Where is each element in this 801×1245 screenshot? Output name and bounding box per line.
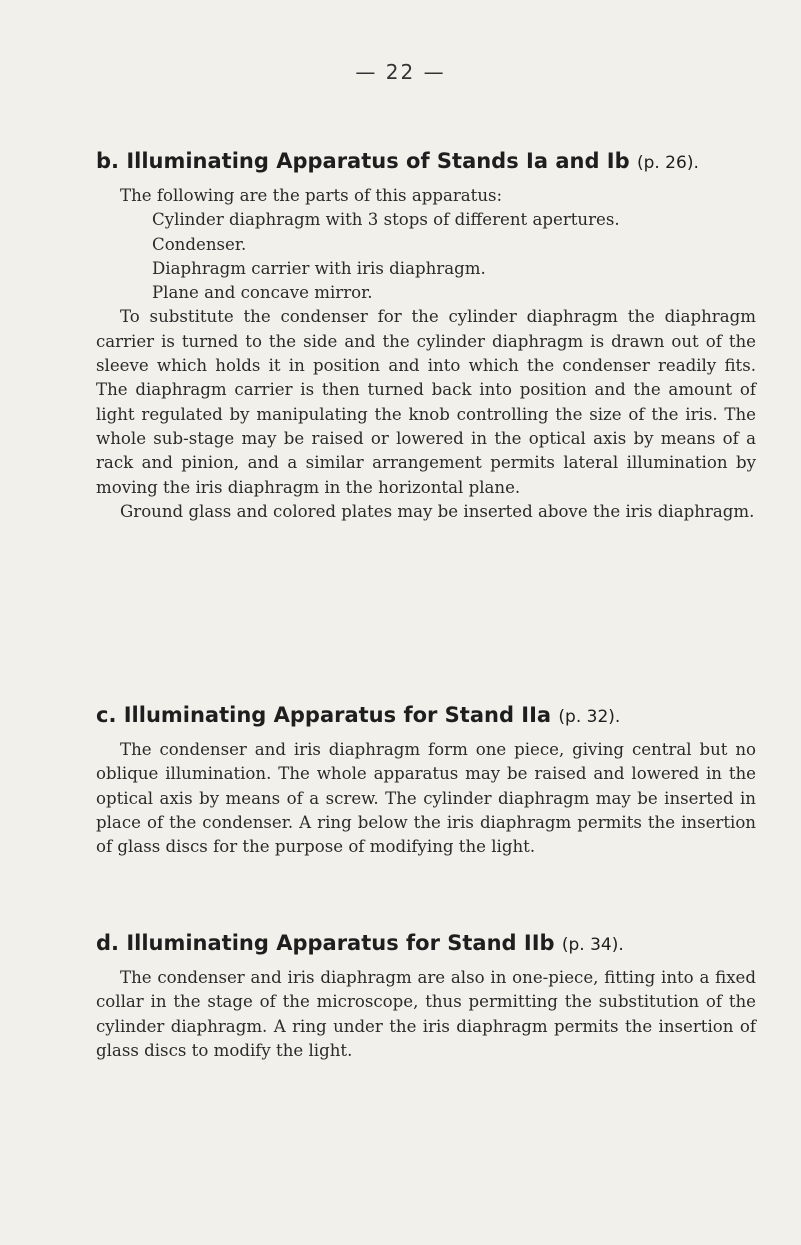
section-b-page-ref: (p. 26). xyxy=(636,153,699,173)
section-b-body xyxy=(96,184,756,524)
section-b-heading xyxy=(96,146,756,178)
section-b-intro: The following are the parts of this apparatus: xyxy=(120,186,503,205)
parts-list xyxy=(96,208,756,305)
section-d xyxy=(96,928,756,1063)
list-item: Cylinder diaphragm with 3 stops of different apertures. xyxy=(152,210,620,230)
section-c-page-ref: (p. 32). xyxy=(558,707,621,727)
paragraph: The condenser and iris diaphragm form one piece, giving central but no oblique illumination. The whole apparatus may be raised and lowered in the optical axis by means of a screw. The cylinder diaphragm may be inserted in place of the condenser. A ring below the iris diaphragm permits the insertion of glass discs for the purpose of modifying the light. xyxy=(96,740,756,857)
section-c-heading xyxy=(96,700,756,732)
section-b xyxy=(96,146,756,524)
section-d-page-ref: (p. 34). xyxy=(561,935,624,955)
paragraph: To substitute the condenser for the cylinder diaphragm the diaphragm carrier is turned to the side and the cylinder diaphragm is drawn out of the sleeve which holds it in position and into which the condenser readily fits. The diaphragm carrier is then turned back into position and the amount of light regulated by manipulating the knob controlling the size of the iris. The whole sub-stage may be raised or lowered in the optical axis by means of a rack and pinion, and a similar arrangement permits lateral illumination by moving the iris diaphragm in the horizontal plane. xyxy=(96,307,756,497)
list-item: Plane and concave mirror. xyxy=(152,283,373,303)
section-c-title: c. Illuminating Apparatus for Stand IIa xyxy=(96,703,552,727)
section-c-body xyxy=(96,738,756,859)
section-d-title: d. Illuminating Apparatus for Stand IIb xyxy=(96,931,555,955)
section-d-body xyxy=(96,966,756,1063)
section-c xyxy=(96,700,756,859)
list-item: Diaphragm carrier with iris diaphragm. xyxy=(152,258,486,278)
page-number: — 22 — xyxy=(355,60,446,84)
section-b-title: b. Illuminating Apparatus of Stands Ia and Ib xyxy=(96,149,630,173)
section-d-heading xyxy=(96,928,756,960)
paragraph: Ground glass and colored plates may be inserted above the iris diaphragm. xyxy=(120,501,755,521)
paragraph: The condenser and iris diaphragm are also in one-piece, fitting into a fixed collar in the stage of the microscope, thus permitting the substitution of the cylinder diaphragm. A ring under the iris diaphragm permits the insertion of glass discs to modify the light. xyxy=(96,968,756,1060)
list-item: Condenser. xyxy=(152,234,247,254)
